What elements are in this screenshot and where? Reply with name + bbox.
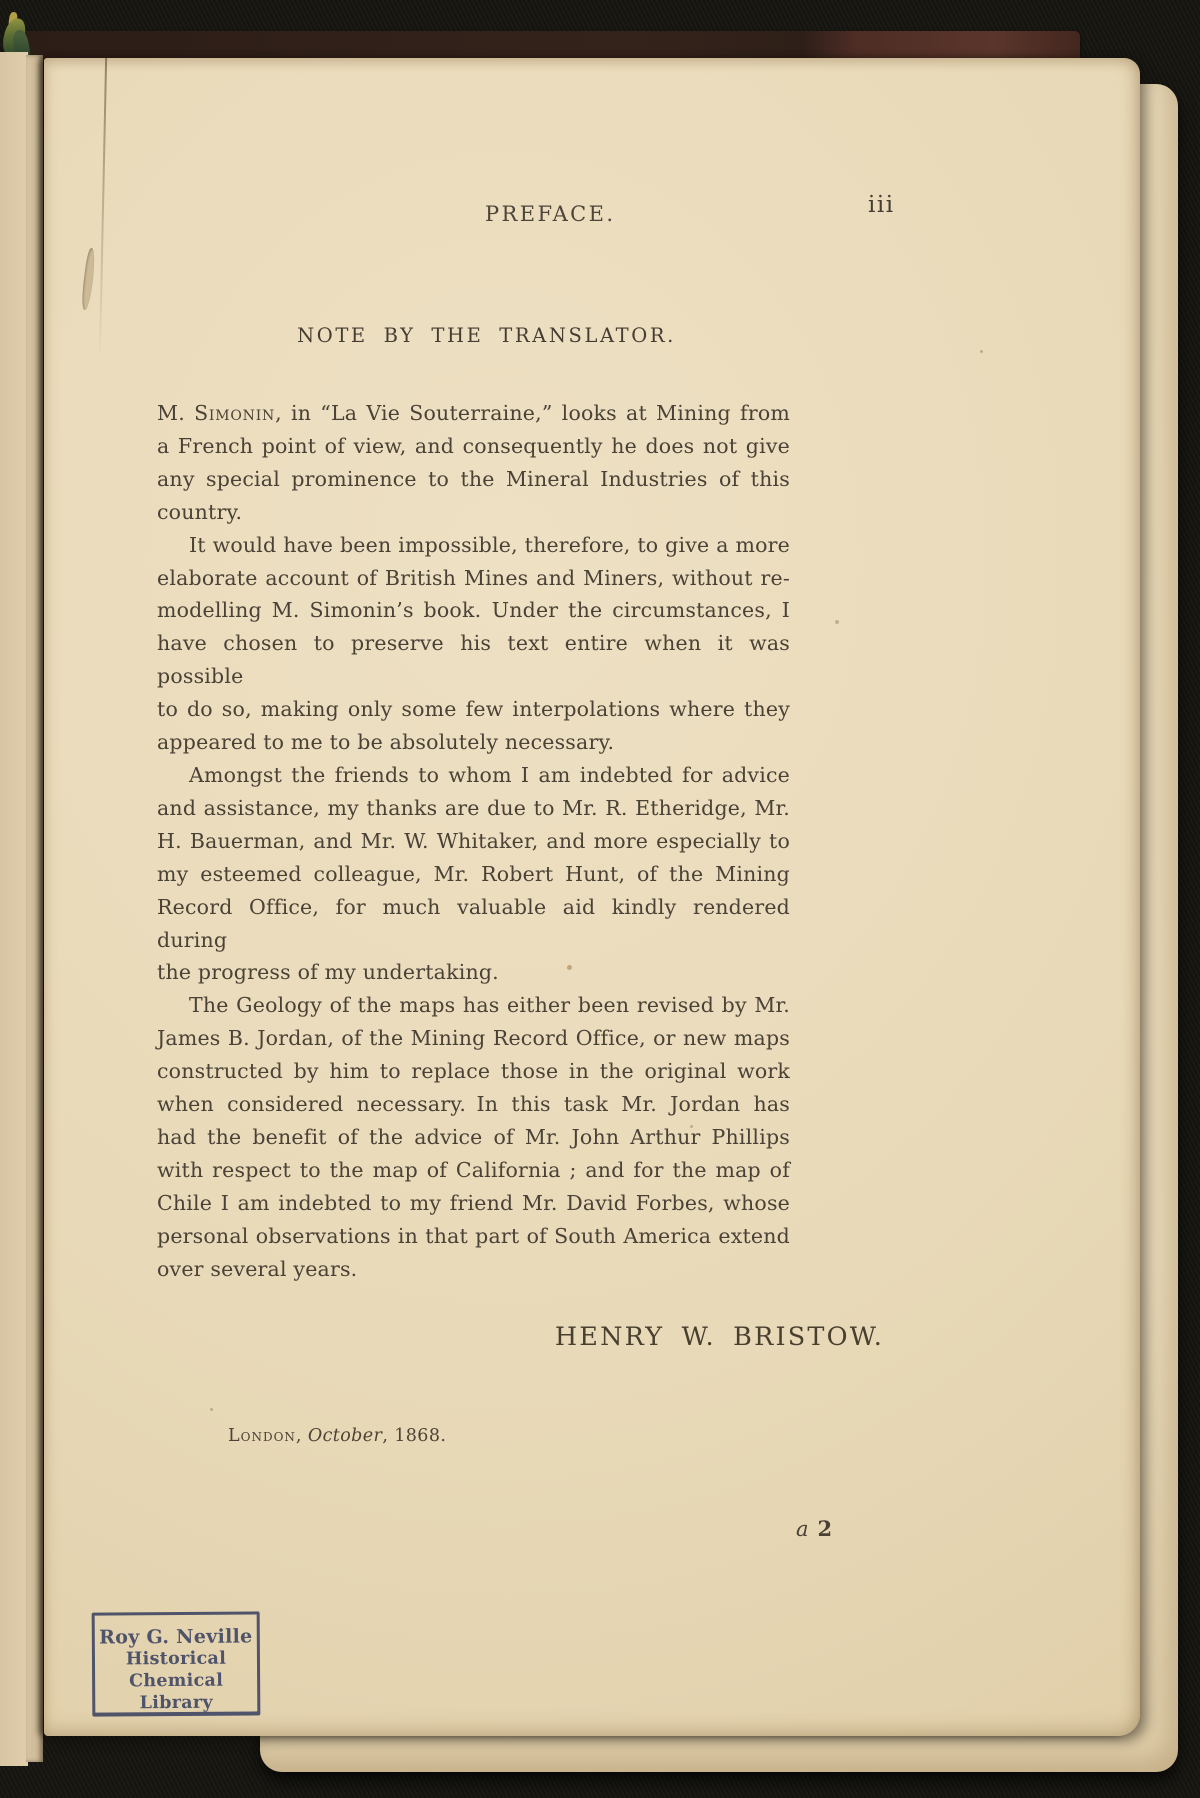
stamp-line: Chemical bbox=[129, 1670, 224, 1692]
body-line: appeared to me to be absolutely necessary. bbox=[157, 730, 615, 755]
imprint-month: October bbox=[307, 1426, 383, 1446]
section-heading: NOTE BY THE TRANSLATOR. bbox=[297, 324, 676, 347]
body-line: my esteemed colleague, Mr. Robert Hunt, of the Mining bbox=[157, 861, 790, 886]
page-tear-notch bbox=[80, 248, 96, 311]
underlying-page-edge-left-inner bbox=[26, 55, 43, 1762]
printer-mark-number: 2 bbox=[817, 1516, 833, 1541]
printer-mark-letter: a bbox=[796, 1517, 809, 1541]
imprint-sep: , bbox=[295, 1426, 308, 1446]
paper-speck bbox=[210, 1408, 213, 1411]
stamp-line: Historical bbox=[125, 1648, 227, 1670]
body-line: country. bbox=[157, 499, 243, 524]
body-line: to do so, making only some few interpolations where they bbox=[157, 697, 790, 722]
page-number: iii bbox=[868, 192, 895, 218]
body-line: constructed by him to replace those in the original work bbox=[157, 1059, 790, 1084]
body-line: The Geology of the maps has either been revised by Mr. bbox=[189, 993, 790, 1018]
body-line: had the benefit of the advice of Mr. John Arthur Phillips bbox=[157, 1124, 790, 1149]
imprint-line bbox=[228, 1426, 446, 1446]
body-line: personal observations in that part of South America extend bbox=[157, 1223, 790, 1248]
body-text bbox=[157, 337, 790, 1285]
translator-signature: HENRY W. BRISTOW. bbox=[554, 1322, 884, 1352]
book-page bbox=[44, 58, 1140, 1736]
body-line: James B. Jordan, of the Mining Record Office, or new maps bbox=[157, 1026, 790, 1051]
body-line: Amongst the friends to whom I am indebted for advice bbox=[189, 762, 790, 787]
library-stamp bbox=[92, 1611, 261, 1716]
paper-speck bbox=[980, 350, 983, 353]
body-line: when considered necessary. In this task Mr. Jordan has bbox=[157, 1092, 790, 1117]
body-line: have chosen to preserve his text entire when it was possible bbox=[157, 631, 790, 689]
body-line: a French point of view, and consequently he does not give bbox=[157, 433, 790, 458]
page-tear bbox=[99, 58, 107, 358]
stamp-line: Roy G. Neville bbox=[99, 1625, 253, 1649]
body-line: with respect to the map of California ; and for the map of bbox=[157, 1157, 790, 1182]
body-line: any special prominence to the Mineral Industries of this bbox=[157, 466, 790, 491]
body-line: and assistance, my thanks are due to Mr. R. Etheridge, Mr. bbox=[157, 795, 790, 820]
body-line: modelling M. Simonin’s book. Under the circumstances, I bbox=[157, 598, 790, 623]
body-line: over several years. bbox=[157, 1256, 358, 1281]
imprint-year: , 1868. bbox=[382, 1426, 447, 1446]
body-line: the progress of my undertaking. bbox=[157, 960, 499, 985]
body-line: M. Simonin, in “La Vie Souterraine,” looks at Mining from bbox=[157, 401, 791, 425]
body-line: H. Bauerman, and Mr. W. Whitaker, and more especially to bbox=[157, 828, 790, 853]
running-head: PREFACE. bbox=[485, 202, 616, 226]
body-line: Chile I am indebted to my friend Mr. David Forbes, whose bbox=[157, 1190, 790, 1215]
body-line: It would have been impossible, therefore, to give a more bbox=[189, 532, 790, 557]
imprint-place: London bbox=[228, 1426, 296, 1446]
body-line: elaborate account of British Mines and Miners, without re- bbox=[157, 565, 790, 590]
body-line: Record Office, for much valuable aid kindly rendered during bbox=[157, 894, 790, 952]
paper-speck bbox=[835, 620, 839, 624]
stamp-line: Library bbox=[139, 1692, 213, 1714]
underlying-page-edge-left bbox=[0, 52, 28, 1766]
printer-signature-mark bbox=[796, 1516, 832, 1541]
